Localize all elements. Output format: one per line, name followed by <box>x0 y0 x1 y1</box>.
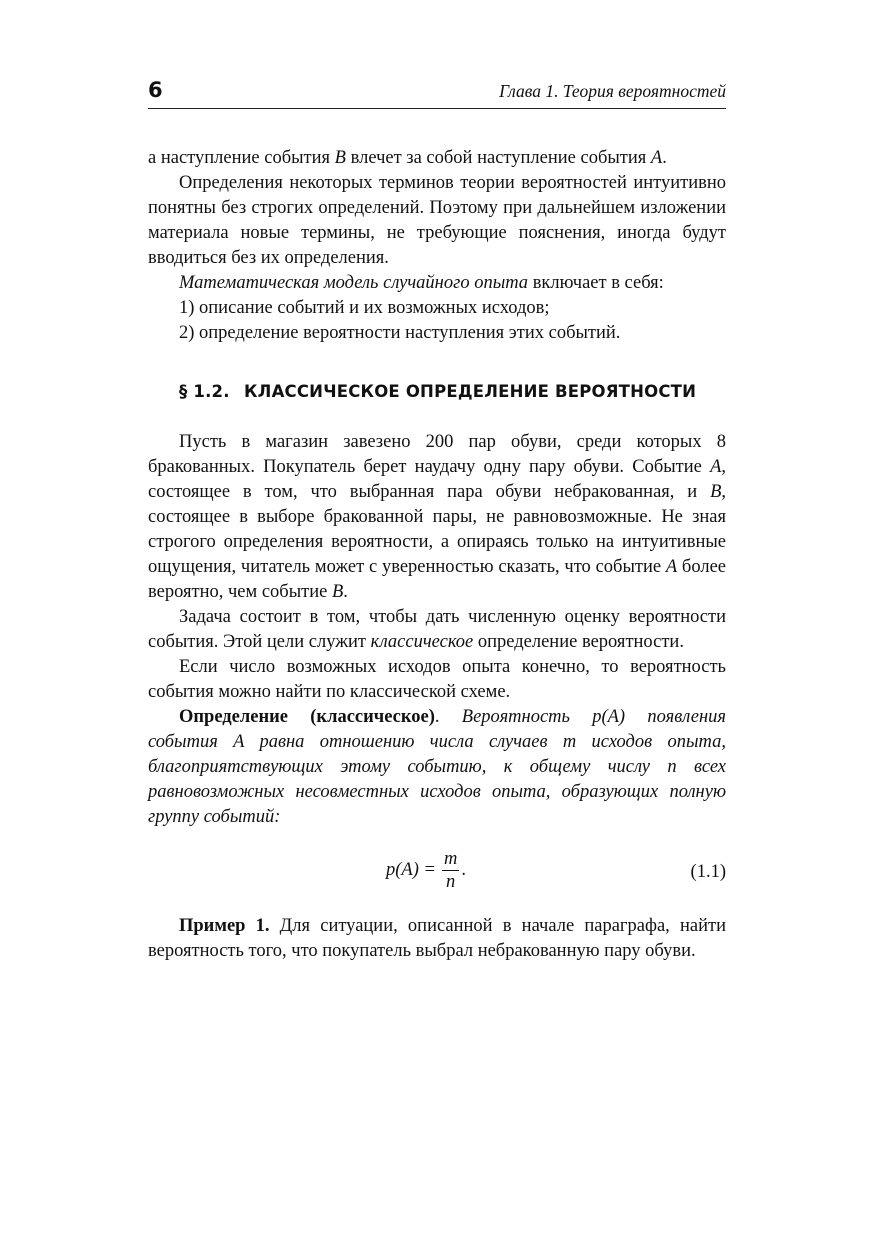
definition <box>148 705 726 830</box>
math-var: A <box>710 457 722 477</box>
example-1 <box>148 914 726 964</box>
running-header <box>148 78 726 109</box>
paragraph-model <box>148 271 726 296</box>
text-run: . <box>343 582 348 602</box>
definition-label: Определение (классическое) <box>179 707 435 727</box>
formula-lhs: p(A) = <box>386 860 436 880</box>
section-number: § 1.2. <box>179 382 230 401</box>
text-run: . <box>662 148 667 168</box>
text-run: более вероятно, чем событие <box>148 557 726 602</box>
text-run: , состоящее в выборе бракованной пары, не равновозможные. Не зная строгого определения вероятности, а опираясь только на интуитивные ощущения, читатель может с уверенностью сказать, что событие <box>148 482 726 577</box>
fraction-numerator: m <box>443 849 458 869</box>
example-label: Пример 1. <box>179 916 270 936</box>
fraction-denominator: n <box>446 872 456 892</box>
page-number: 6 <box>148 78 163 102</box>
text-run: . <box>434 707 440 727</box>
formula-period: . <box>461 860 466 880</box>
paragraph-shoes <box>148 430 726 605</box>
list-item: 1) описание событий и их возможных исходов; <box>179 298 550 318</box>
page-body <box>148 146 726 964</box>
paragraph-terms: Определения некоторых терминов теории вероятностей интуитивно понятны без строгих определений. Поэтому при дальнейшем изложении материала новые термины, не требующие пояснения, иногда будут вводиться без их определения. <box>148 173 726 268</box>
equation <box>386 848 466 893</box>
paragraph-task <box>148 605 726 655</box>
section-title: КЛАССИЧЕСКОЕ ОПРЕДЕЛЕНИЕ ВЕРОЯТНОСТИ <box>244 382 697 401</box>
text-run: определение вероятности. <box>473 632 684 652</box>
italic-term: Математическая модель случайного опыта <box>179 273 529 293</box>
section-heading <box>179 380 726 404</box>
paragraph-continuation <box>148 146 726 171</box>
list-item: 2) определение вероятности наступления этих событий. <box>179 323 621 343</box>
chapter-title: Глава 1. Теория вероятностей <box>499 81 726 101</box>
fraction <box>442 848 459 893</box>
text-run: а наступление события <box>148 148 335 168</box>
math-var: B <box>331 582 344 602</box>
math-var: A <box>650 148 663 168</box>
text-run: влечет за собой наступление события <box>345 148 651 168</box>
text-run: , состоящее в том, что выбранная пара обуви небракованная, и <box>148 457 726 502</box>
text-run: Задача состоит в том, чтобы дать численную оценку вероятности события. Этой цели служит <box>148 607 726 652</box>
math-var: B <box>334 148 346 168</box>
model-list <box>148 296 726 346</box>
equation-number: (1.1) <box>690 862 726 882</box>
text-run: включает в себя: <box>528 273 664 293</box>
italic-term: классическое <box>370 632 474 652</box>
definition-text: Вероятность p(A) появления события A равна отношению числа случаев m исходов опыта, благоприятствующих этому событию, к общему числу n всех равновозможных несовместных исходов опыта, образующих полную группу событий: <box>148 707 726 827</box>
formula-1-1 <box>148 844 726 894</box>
text-run: Пусть в магазин завезено 200 пар обуви, среди которых 8 бракованных. Покупатель берет наудачу одну пару обуви. Событие <box>148 432 726 477</box>
math-var: B <box>710 482 722 502</box>
example-text: Для ситуации, описанной в начале параграфа, найти вероятность того, что покупатель выбрал небракованную пару обуви. <box>148 916 726 961</box>
math-var: A <box>665 557 678 577</box>
paragraph-finite: Если число возможных исходов опыта конечно, то вероятность события можно найти по классической схеме. <box>148 657 726 702</box>
